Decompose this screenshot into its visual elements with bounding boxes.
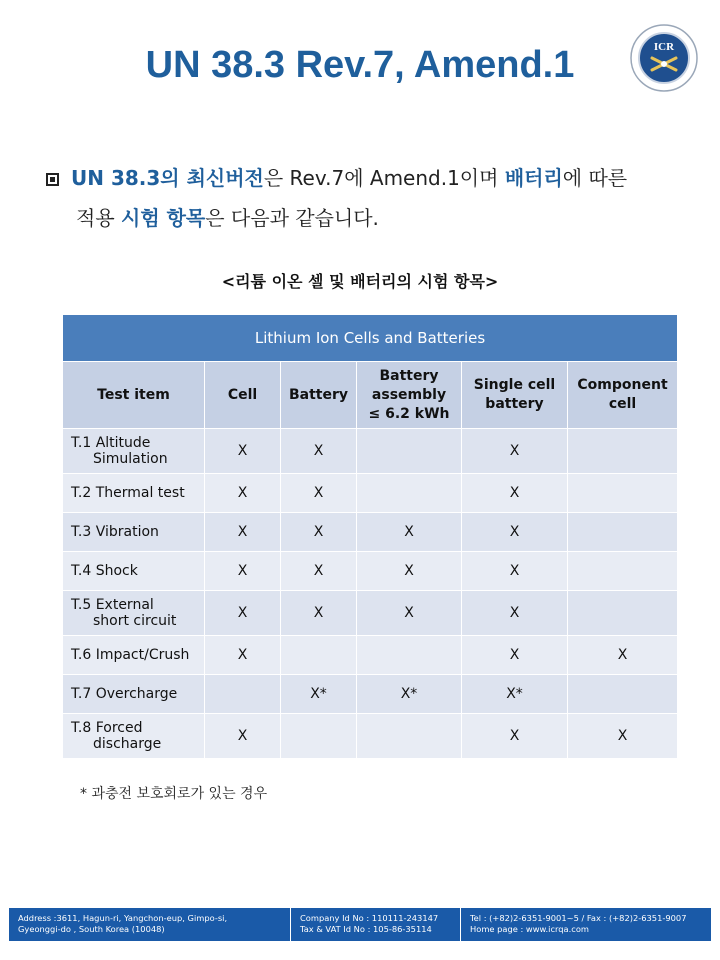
applicability-cell-cell [205, 675, 281, 714]
header-battery-assembly: Battery assembly ≤ 6.2 kWh [357, 362, 462, 429]
applicability-cell-component [568, 552, 678, 591]
applicability-cell-component [568, 474, 678, 513]
footer-contact: Tel : (+82)2-6351-9001~5 / Fax : (+82)2-6351-9007 Home page : www.icrqa.com [470, 913, 687, 934]
header-single-cell-battery: Single cell battery [462, 362, 568, 429]
applicability-cell-assembly [357, 636, 462, 675]
applicability-cell-assembly: X [357, 591, 462, 636]
applicability-cell-cell: X [205, 429, 281, 474]
header-battery: Battery [281, 362, 357, 429]
applicability-cell-battery: X [281, 552, 357, 591]
test-item-label: T.1 Altitude Simulation [63, 429, 205, 474]
test-item-label: T.6 Impact/Crush [63, 636, 205, 675]
header-test-item: Test item [63, 362, 205, 429]
icr-seal-logo [630, 24, 698, 92]
applicability-cell-assembly [357, 474, 462, 513]
page-title: UN 38.3 Rev.7, Amend.1 [145, 44, 575, 86]
applicability-cell-component [568, 675, 678, 714]
intro-line-2: 적용 시험 항목은 다음과 같습니다. [76, 206, 379, 230]
table-row [63, 675, 678, 714]
footer-address: Address :3611, Hagun-ri, Yangchon-eup, Gimpo-si, Gyeonggi-do , South Korea (10048) [9, 908, 291, 941]
applicability-cell-single: X [462, 429, 568, 474]
table-header-row [63, 362, 678, 429]
applicability-cell-assembly: X [357, 513, 462, 552]
svg-text:ICR: ICR [653, 41, 675, 53]
table-row [63, 636, 678, 675]
applicability-cell-cell: X [205, 591, 281, 636]
applicability-cell-component [568, 591, 678, 636]
applicability-cell-battery: X* [281, 675, 357, 714]
test-item-label: T.5 External short circuit [63, 591, 205, 636]
applicability-cell-battery: X [281, 591, 357, 636]
applicability-cell-component [568, 429, 678, 474]
applicability-cell-single: X [462, 636, 568, 675]
test-item-label: T.8 Forced discharge [63, 714, 205, 759]
test-item-label: T.3 Vibration [63, 513, 205, 552]
applicability-cell-cell: X [205, 636, 281, 675]
checkbox-bullet-icon [46, 173, 59, 186]
applicability-cell-single: X [462, 474, 568, 513]
applicability-cell-battery: X [281, 513, 357, 552]
test-items-table [62, 314, 678, 759]
table-caption: Lithium Ion Cells and Batteries [63, 315, 678, 362]
footnote: * 과충전 보호회로가 있는 경우 [80, 786, 268, 802]
applicability-cell-assembly [357, 714, 462, 759]
table-row [63, 591, 678, 636]
applicability-cell-cell: X [205, 513, 281, 552]
test-item-label: T.7 Overcharge [63, 675, 205, 714]
applicability-cell-cell: X [205, 714, 281, 759]
header-cell: Cell [205, 362, 281, 429]
test-item-label: T.4 Shock [63, 552, 205, 591]
applicability-cell-battery [281, 714, 357, 759]
applicability-cell-component [568, 513, 678, 552]
applicability-cell-single: X [462, 714, 568, 759]
intro-line-1: UN 38.3의 최신버전은 Rev.7에 Amend.1이며 배터리에 따른 [46, 162, 627, 191]
table-row [63, 714, 678, 759]
table-row [63, 474, 678, 513]
applicability-cell-single: X [462, 591, 568, 636]
applicability-cell-assembly [357, 429, 462, 474]
applicability-cell-single: X [462, 552, 568, 591]
table-row [63, 552, 678, 591]
applicability-cell-battery: X [281, 474, 357, 513]
applicability-cell-single: X [462, 513, 568, 552]
header-component-cell: Component cell [568, 362, 678, 429]
applicability-cell-battery [281, 636, 357, 675]
table-row [63, 429, 678, 474]
footer-bar [9, 908, 711, 941]
table-subtitle: <리튬 이온 셀 및 배터리의 시험 항목> [221, 272, 499, 291]
test-item-label: T.2 Thermal test [63, 474, 205, 513]
applicability-cell-battery: X [281, 429, 357, 474]
applicability-cell-component: X [568, 714, 678, 759]
applicability-cell-assembly: X [357, 552, 462, 591]
applicability-cell-component: X [568, 636, 678, 675]
footer-company-ids: Company Id No : 110111-243147 Tax & VAT Id No : 105-86-35114 [291, 908, 461, 941]
applicability-cell-cell: X [205, 552, 281, 591]
applicability-cell-assembly: X* [357, 675, 462, 714]
table-row [63, 513, 678, 552]
applicability-cell-single: X* [462, 675, 568, 714]
applicability-cell-cell: X [205, 474, 281, 513]
